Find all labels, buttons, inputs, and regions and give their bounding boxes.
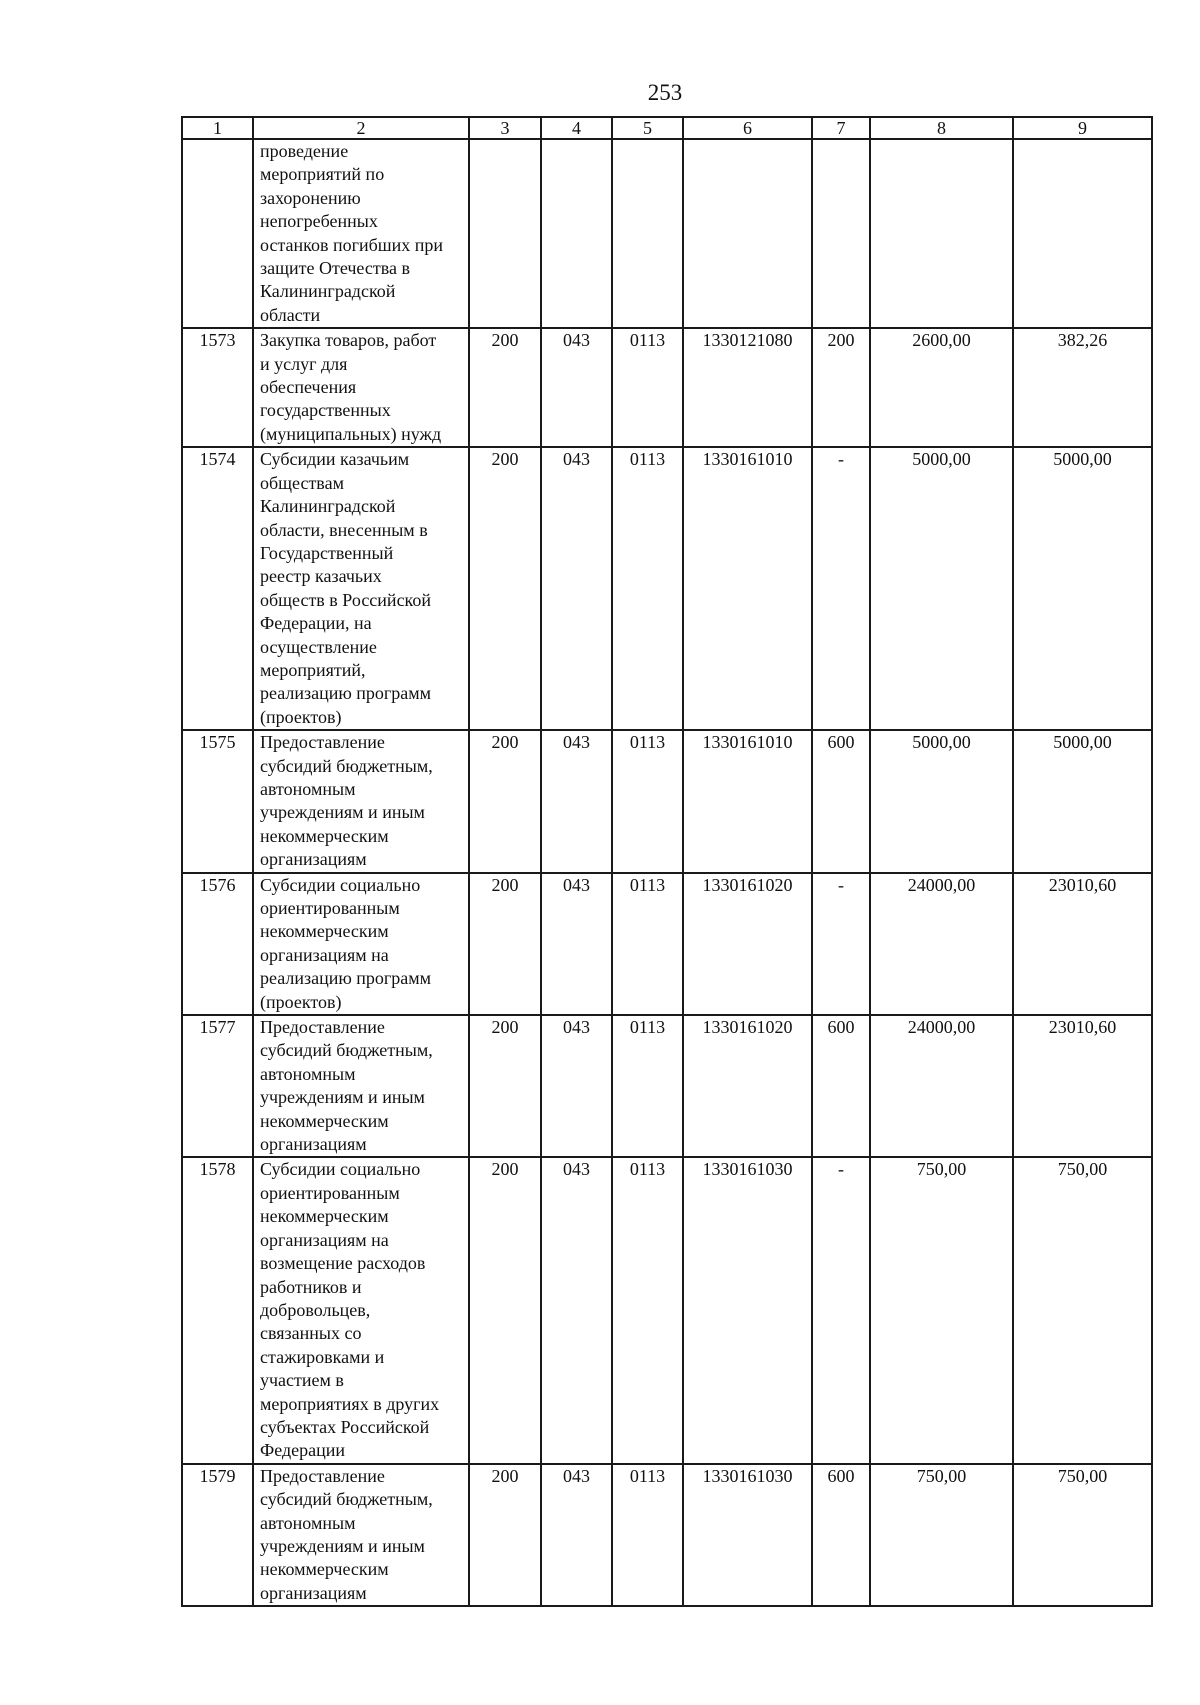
row-number-cell: 1577 <box>182 1015 253 1157</box>
row-number-cell <box>182 139 253 328</box>
code-cell-4: 043 <box>541 328 612 447</box>
row-number-cell: 1578 <box>182 1157 253 1463</box>
code-cell-5: 0113 <box>612 873 683 1015</box>
description-line: (проектов) <box>260 991 342 1012</box>
expense-type-cell: 600 <box>812 1464 870 1606</box>
code-cell-5 <box>612 139 683 328</box>
description-cell <box>253 1464 469 1606</box>
description-line: Субсидии социально <box>260 874 421 895</box>
code-cell-3: 200 <box>469 328 541 447</box>
description-line: автономным <box>260 1063 356 1084</box>
description-line: мероприятиях в других <box>260 1393 440 1414</box>
header-cell-2: 2 <box>253 117 469 139</box>
expense-type-cell: 200 <box>812 328 870 447</box>
page-number: 253 <box>647 80 683 105</box>
description-line: Федерации <box>260 1440 346 1461</box>
description-line: некоммерческим <box>260 1110 389 1131</box>
description-line: автономным <box>260 1512 356 1533</box>
header-cell-7: 7 <box>812 117 870 139</box>
target-article-cell: 1330161010 <box>683 447 812 730</box>
table-row <box>182 873 1152 1015</box>
description-line: области <box>260 304 321 325</box>
actual-amount-cell: 23010,60 <box>1013 1015 1152 1157</box>
planned-amount-cell: 5000,00 <box>870 447 1013 730</box>
target-article-cell: 1330161030 <box>683 1157 812 1463</box>
row-number-cell: 1575 <box>182 730 253 872</box>
description-line: мероприятий, <box>260 659 366 680</box>
code-cell-5: 0113 <box>612 1464 683 1606</box>
description-line: связанных со <box>260 1323 362 1344</box>
expense-type-cell: - <box>812 873 870 1015</box>
description-line: организациям <box>260 1134 367 1155</box>
row-number-cell: 1573 <box>182 328 253 447</box>
description-line: области, внесенным в <box>260 519 428 540</box>
description-line: Предоставление <box>260 1465 385 1486</box>
description-line: организациям <box>260 1582 367 1603</box>
description-cell <box>253 873 469 1015</box>
description-line: реализацию программ <box>260 683 432 704</box>
code-cell-3: 200 <box>469 730 541 872</box>
description-line: Субсидии казачьим <box>260 449 410 470</box>
planned-amount-cell: 24000,00 <box>870 1015 1013 1157</box>
expense-type-cell: - <box>812 1157 870 1463</box>
actual-amount-cell: 750,00 <box>1013 1464 1152 1606</box>
header-cell-5: 5 <box>612 117 683 139</box>
description-line: некоммерческим <box>260 1206 389 1227</box>
expense-type-cell: 600 <box>812 1015 870 1157</box>
code-cell-5: 0113 <box>612 1015 683 1157</box>
table-row <box>182 1157 1152 1463</box>
description-line: стажировками и <box>260 1346 385 1367</box>
description-line: организациям на <box>260 1229 389 1250</box>
description-cell <box>253 328 469 447</box>
code-cell-4: 043 <box>541 447 612 730</box>
description-line: реализацию программ <box>260 968 432 989</box>
description-line: субсидий бюджетным, <box>260 1040 433 1061</box>
code-cell-4: 043 <box>541 873 612 1015</box>
description-cell <box>253 139 469 328</box>
code-cell-4: 043 <box>541 1015 612 1157</box>
description-line: Субсидии социально <box>260 1159 421 1180</box>
description-line: работников и <box>260 1276 362 1297</box>
actual-amount-cell: 5000,00 <box>1013 447 1152 730</box>
table-row <box>182 139 1152 328</box>
description-line: захоронению <box>260 187 361 208</box>
code-cell-3: 200 <box>469 873 541 1015</box>
description-line: некоммерческим <box>260 921 389 942</box>
planned-amount-cell <box>870 139 1013 328</box>
description-line: участием в <box>260 1370 344 1391</box>
row-number-cell: 1574 <box>182 447 253 730</box>
description-line: мероприятий по <box>260 164 385 185</box>
description-line: организациям <box>260 849 367 870</box>
table-row <box>182 328 1152 447</box>
header-cell-3: 3 <box>469 117 541 139</box>
code-cell-4: 043 <box>541 1464 612 1606</box>
description-line: некоммерческим <box>260 825 389 846</box>
code-cell-4: 043 <box>541 1157 612 1463</box>
description-line: субъектах Российской <box>260 1416 430 1437</box>
planned-amount-cell: 5000,00 <box>870 730 1013 872</box>
code-cell-3: 200 <box>469 447 541 730</box>
description-line: защите Отечества в <box>260 258 410 279</box>
description-line: субсидий бюджетным, <box>260 1489 433 1510</box>
actual-amount-cell: 5000,00 <box>1013 730 1152 872</box>
description-line: Закупка товаров, работ <box>260 330 437 351</box>
target-article-cell <box>683 139 812 328</box>
header-cell-4: 4 <box>541 117 612 139</box>
code-cell-3 <box>469 139 541 328</box>
description-line: обеспечения <box>260 377 357 398</box>
table-body <box>182 139 1152 1606</box>
target-article-cell: 1330161020 <box>683 873 812 1015</box>
planned-amount-cell: 750,00 <box>870 1464 1013 1606</box>
description-line: Калининградской <box>260 496 396 517</box>
table-row <box>182 447 1152 730</box>
code-cell-4: 043 <box>541 730 612 872</box>
header-cell-1: 1 <box>182 117 253 139</box>
description-line: учреждениям и иным <box>260 1087 425 1108</box>
target-article-cell: 1330121080 <box>683 328 812 447</box>
description-line: Предоставление <box>260 1017 385 1038</box>
row-number-cell: 1579 <box>182 1464 253 1606</box>
header-row <box>182 117 1152 139</box>
header-cell-9: 9 <box>1013 117 1152 139</box>
description-line: Государственный <box>260 542 394 563</box>
description-line: ориентированным <box>260 898 400 918</box>
description-line: ориентированным <box>260 1182 400 1203</box>
description-line: обществам <box>260 472 344 493</box>
planned-amount-cell: 750,00 <box>870 1157 1013 1463</box>
code-cell-5: 0113 <box>612 1157 683 1463</box>
description-line: непогребенных <box>260 211 378 232</box>
code-cell-5: 0113 <box>612 447 683 730</box>
description-cell <box>253 1157 469 1463</box>
target-article-cell: 1330161020 <box>683 1015 812 1157</box>
description-line: учреждениям и иным <box>260 802 425 823</box>
description-line: государственных <box>260 400 391 421</box>
table-row <box>182 1015 1152 1157</box>
description-line: обществ в Российской <box>260 589 432 610</box>
description-cell <box>253 730 469 872</box>
description-cell <box>253 1015 469 1157</box>
header-cell-8: 8 <box>870 117 1013 139</box>
planned-amount-cell: 2600,00 <box>870 328 1013 447</box>
code-cell-5: 0113 <box>612 328 683 447</box>
expense-type-cell <box>812 139 870 328</box>
expense-type-cell: 600 <box>812 730 870 872</box>
description-line: (муниципальных) нужд <box>260 423 442 444</box>
description-line: (проектов) <box>260 706 342 727</box>
header-cell-6: 6 <box>683 117 812 139</box>
code-cell-3: 200 <box>469 1157 541 1463</box>
actual-amount-cell <box>1013 139 1152 328</box>
code-cell-3: 200 <box>469 1464 541 1606</box>
description-line: субсидий бюджетным, <box>260 755 433 776</box>
description-line: реестр казачьих <box>260 566 382 587</box>
row-number-cell: 1576 <box>182 873 253 1015</box>
description-line: осуществление <box>260 636 377 657</box>
description-line: добровольцев, <box>260 1299 371 1320</box>
code-cell-4 <box>541 139 612 328</box>
actual-amount-cell: 382,26 <box>1013 328 1152 447</box>
code-cell-3: 200 <box>469 1015 541 1157</box>
actual-amount-cell: 750,00 <box>1013 1157 1152 1463</box>
description-line: Федерации, на <box>260 613 372 634</box>
description-line: останков погибших при <box>260 234 444 255</box>
target-article-cell: 1330161030 <box>683 1464 812 1606</box>
expense-type-cell: - <box>812 447 870 730</box>
description-line: Калининградской <box>260 281 396 302</box>
actual-amount-cell: 23010,60 <box>1013 873 1152 1015</box>
budget-table <box>181 116 1153 1607</box>
description-line: Предоставление <box>260 732 385 753</box>
description-line: организациям на <box>260 944 389 965</box>
code-cell-5: 0113 <box>612 730 683 872</box>
description-line: возмещение расходов <box>260 1253 426 1274</box>
target-article-cell: 1330161010 <box>683 730 812 872</box>
description-line: и услуг для <box>260 353 348 374</box>
planned-amount-cell: 24000,00 <box>870 873 1013 1015</box>
description-cell <box>253 447 469 730</box>
table-row <box>182 730 1152 872</box>
description-line: автономным <box>260 778 356 799</box>
description-line: некоммерческим <box>260 1559 389 1580</box>
table-row <box>182 1464 1152 1606</box>
description-line: учреждениям и иным <box>260 1535 425 1556</box>
description-line: проведение <box>260 141 349 161</box>
